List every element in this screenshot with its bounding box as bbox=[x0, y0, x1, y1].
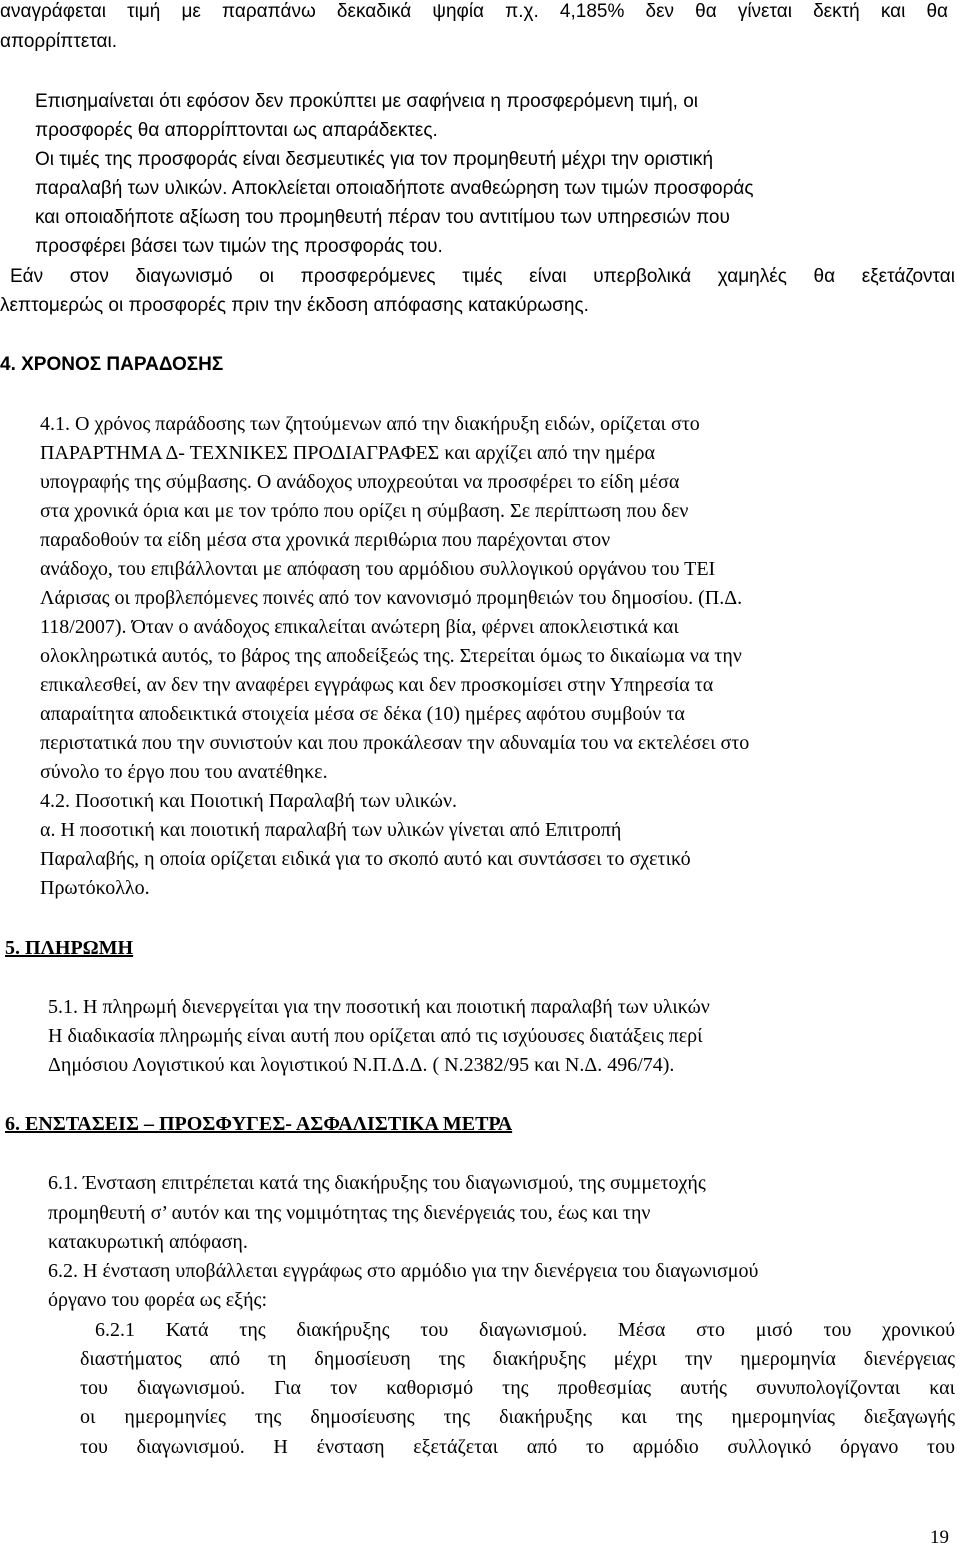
paragraph-line: ολοκληρωτικά αυτός, το βάρος της αποδείξεώς της. Στερείται όμως το δικαίωμα να την bbox=[40, 645, 742, 667]
paragraph-line: 4.2. Ποσοτική και Ποιοτική Παραλαβή των υλικών. bbox=[40, 790, 458, 812]
paragraph-line: διαστήματος από τη δημοσίευση της διακήρυξης μέχρι την ημερομηνία διενέργειας bbox=[80, 1348, 955, 1370]
paragraph-line: 6.1. Ένσταση επιτρέπεται κατά της διακήρυξης του διαγωνισμού, της συμμετοχής bbox=[48, 1172, 706, 1194]
paragraph-line: προσφορές θα απορρίπτονται ως απαράδεκτες. bbox=[35, 120, 438, 141]
paragraph-line: Δημόσιου Λογιστικού και λογιστικού Ν.Π.Δ.Δ. ( Ν.2382/95 και Ν.Δ. 496/74). bbox=[48, 1054, 675, 1076]
paragraph-line: αναγράφεται τιμή με παραπάνω δεκαδικά ψηφία π.χ. 4,185% δεν θα γίνεται δεκτή και θα bbox=[0, 1, 948, 22]
paragraph-line: και οποιαδήποτε αξίωση του προμηθευτή πέραν του αντιτίμου των υπηρεσιών που bbox=[35, 207, 730, 228]
paragraph-line: ανάδοχο, του επιβάλλονται με απόφαση του αρμόδιου συλλογικού οργάνου του ΤΕΙ bbox=[40, 558, 716, 580]
section-6-heading: 6. ΕΝΣΤΑΣΕΙΣ – ΠΡΟΣΦΥΓΕΣ- ΑΣΦΑΛΙΣΤΙΚΑ ΜΕΤΡΑ bbox=[5, 1113, 513, 1135]
paragraph-line: παραδοθούν τα είδη μέσα στα χρονικά περιθώρια που παρέχονται στον bbox=[40, 529, 611, 551]
paragraph-line: 5.1. Η πληρωμή διενεργείται για την ποσοτική και ποιοτική παραλαβή των υλικών bbox=[48, 996, 710, 1018]
paragraph-line: υπογραφής της σύμβασης. Ο ανάδοχος υποχρεούται να προσφέρει το είδη μέσα bbox=[40, 471, 680, 493]
paragraph-line: Η διαδικασία πληρωμής είναι αυτή που ορίζεται από τις ισχύουσες διατάξεις περί bbox=[48, 1025, 703, 1047]
paragraph-line: Εάν στον διαγωνισμό οι προσφερόμενες τιμές είναι υπερβολικά χαμηλές θα εξετάζονται bbox=[10, 266, 955, 287]
paragraph-line: 4.1. Ο χρόνος παράδοσης των ζητούμενων από την διακήρυξη ειδών, ορίζεται στο bbox=[40, 413, 700, 435]
paragraph-line: λεπτομερώς οι προσφορές πριν την έκδοση απόφασης κατακύρωσης. bbox=[0, 295, 589, 316]
paragraph-line: απορρίπτεται. bbox=[0, 31, 118, 52]
paragraph-line: παραλαβή των υλικών. Αποκλείεται οποιαδήποτε αναθεώρηση των τιμών προσφοράς bbox=[35, 178, 754, 199]
paragraph-line: στα χρονικά όρια και με τον τρόπο που ορίζει η σύμβαση. Σε περίπτωση που δεν bbox=[40, 500, 689, 522]
paragraph-line: απαραίτητα αποδεικτικά στοιχεία μέσα σε δέκα (10) ημέρες αφότου συμβούν τα bbox=[40, 703, 685, 725]
paragraph-line: επικαλεσθεί, αν δεν την αναφέρει εγγράφως και δεν προσκομίσει στην Υπηρεσία τα bbox=[40, 674, 714, 696]
paragraph-line: ΠΑΡΑΡΤΗΜΑ Δ- ΤΕΧΝΙΚΕΣ ΠΡΟΔΙΑΓΡΑΦΕΣ και αρχίζει από την ημέρα bbox=[40, 442, 656, 464]
paragraph-line: οι ημερομηνίες της δημοσίευσης της διακήρυξης και της ημερομηνίας διεξαγωγής bbox=[80, 1406, 955, 1428]
section-5-heading: 5. ΠΛΗΡΩΜΗ bbox=[5, 937, 134, 959]
paragraph-line: του διαγωνισμού. Η ένσταση εξετάζεται από το αρμόδιο συλλογικό όργανο του bbox=[80, 1436, 955, 1458]
paragraph-line: προμηθευτή σ’ αυτόν και της νομιμότητας της διενέργειάς του, έως και την bbox=[48, 1202, 651, 1224]
paragraph-line: 6.2.1 Κατά της διακήρυξης του διαγωνισμού. Μέσα στο μισό του χρονικού bbox=[95, 1319, 955, 1341]
paragraph-line: Παραλαβής, η οποία ορίζεται ειδικά για το σκοπό αυτό και συντάσσει το σχετικό bbox=[40, 848, 691, 870]
paragraph-line: σύνολο το έργο που του ανατέθηκε. bbox=[40, 761, 328, 783]
paragraph-line: α. Η ποσοτική και ποιοτική παραλαβή των υλικών γίνεται από Επιτροπή bbox=[40, 819, 622, 841]
page-number: 19 bbox=[930, 1527, 949, 1548]
paragraph-line: Επισημαίνεται ότι εφόσον δεν προκύπτει με σαφήνεια η προσφερόμενη τιμή, οι bbox=[35, 91, 698, 112]
paragraph-line: Λάρισας οι προβλεπόμενες ποινές από τον κανονισμό προμηθειών του δημοσίου. (Π.Δ. bbox=[40, 587, 743, 609]
paragraph-line: προσφέρει βάσει των τιμών της προσφοράς του. bbox=[35, 236, 443, 257]
paragraph-line: 118/2007). Όταν ο ανάδοχος επικαλείται ανώτερη βία, φέρνει αποκλειστικά και bbox=[40, 616, 679, 638]
paragraph-line: 6.2. Η ένσταση υποβάλλεται εγγράφως στο αρμόδιο για την διενέργεια του διαγωνισμού bbox=[48, 1260, 759, 1282]
paragraph-line: Πρωτόκολλο. bbox=[40, 877, 150, 899]
paragraph-line: Οι τιμές της προσφοράς είναι δεσμευτικές για τον προμηθευτή μέχρι την οριστική bbox=[35, 149, 714, 170]
paragraph-line: του διαγωνισμού. Για τον καθορισμό της προθεσμίας αυτής συνυπολογίζονται και bbox=[80, 1377, 955, 1399]
paragraph-line: όργανο του φορέα ως εξής: bbox=[48, 1289, 268, 1311]
paragraph-line: περιστατικά που την συνιστούν και που προκάλεσαν την αδυναμία του να εκτελέσει στο bbox=[40, 732, 750, 754]
section-4-heading: 4. ΧΡΟΝΟΣ ΠΑΡΑΔΟΣΗΣ bbox=[0, 354, 224, 375]
paragraph-line: κατακυρωτική απόφαση. bbox=[48, 1231, 248, 1253]
